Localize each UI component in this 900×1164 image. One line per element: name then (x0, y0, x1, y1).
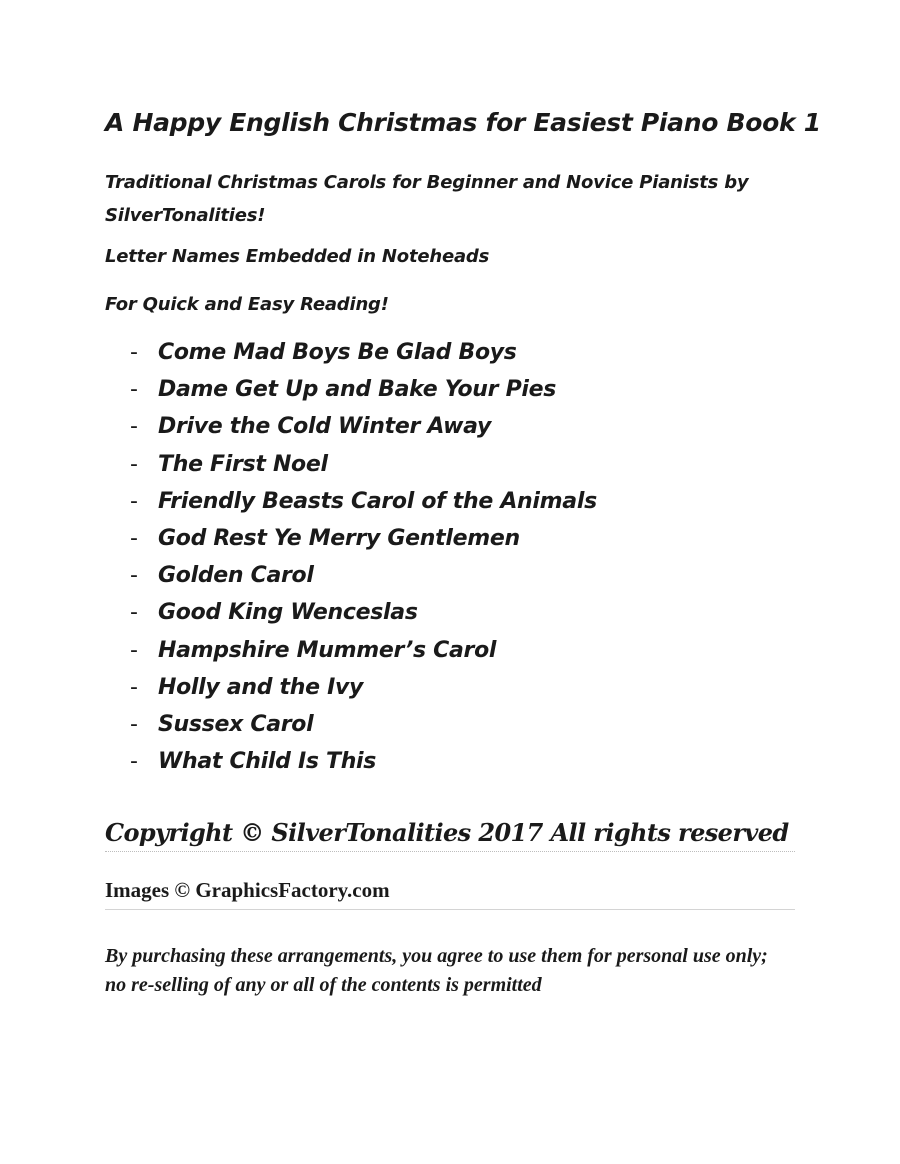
bullet-dash: - (130, 674, 138, 700)
carol-title: Dame Get Up and Bake Your Pies (158, 377, 557, 403)
list-item (130, 414, 597, 451)
bullet-dash: - (130, 563, 138, 589)
subtitle: Traditional Christmas Carols for Beginner and Novice Pianists by SilverTonalities! (105, 172, 749, 226)
list-item (130, 526, 597, 563)
bullet-dash: - (130, 414, 138, 440)
images-credit: Images © GraphicsFactory.com (105, 878, 795, 910)
carol-title: Hampshire Mummer’s Carol (158, 637, 497, 663)
tagline: For Quick and Easy Reading! (105, 294, 389, 315)
bullet-dash: - (130, 637, 138, 663)
list-item (130, 749, 597, 786)
bullet-dash: - (130, 340, 138, 365)
letter-names-note: Letter Names Embedded in Noteheads (105, 246, 490, 267)
copyright-notice: Copyright © SilverTonalities 2017 All rights reserved (105, 818, 795, 852)
bullet-dash: - (130, 377, 138, 403)
carol-title: Good King Wenceslas (158, 600, 418, 626)
bullet-dash: - (130, 525, 138, 551)
carol-list (130, 340, 597, 786)
carol-title: Friendly Beasts Carol of the Animals (158, 488, 597, 514)
carol-title: The First Noel (158, 451, 328, 477)
bullet-dash: - (130, 451, 138, 477)
carol-title: God Rest Ye Merry Gentlemen (158, 525, 520, 551)
bullet-dash: - (130, 600, 138, 626)
list-item (130, 675, 597, 712)
bullet-dash: - (130, 749, 138, 775)
usage-notice: By purchasing these arrangements, you agree to use them for personal use only; no re-selling of any or all of the contents is permitted (105, 945, 768, 996)
carol-title: What Child Is This (158, 749, 377, 775)
list-item (130, 489, 597, 526)
list-item (130, 638, 597, 675)
list-item (130, 712, 597, 749)
carol-title: Holly and the Ivy (158, 674, 364, 700)
carol-title: Come Mad Boys Be Glad Boys (158, 340, 517, 365)
carol-title: Sussex Carol (158, 711, 314, 737)
carol-title: Golden Carol (158, 563, 314, 589)
list-item (130, 377, 597, 414)
list-item (130, 340, 597, 377)
bullet-dash: - (130, 711, 138, 737)
page-title: A Happy English Christmas for Easiest Piano Book 1 (105, 108, 821, 137)
list-item (130, 600, 597, 637)
bullet-dash: - (130, 488, 138, 514)
list-item (130, 452, 597, 489)
carol-title: Drive the Cold Winter Away (158, 414, 492, 440)
list-item (130, 563, 597, 600)
